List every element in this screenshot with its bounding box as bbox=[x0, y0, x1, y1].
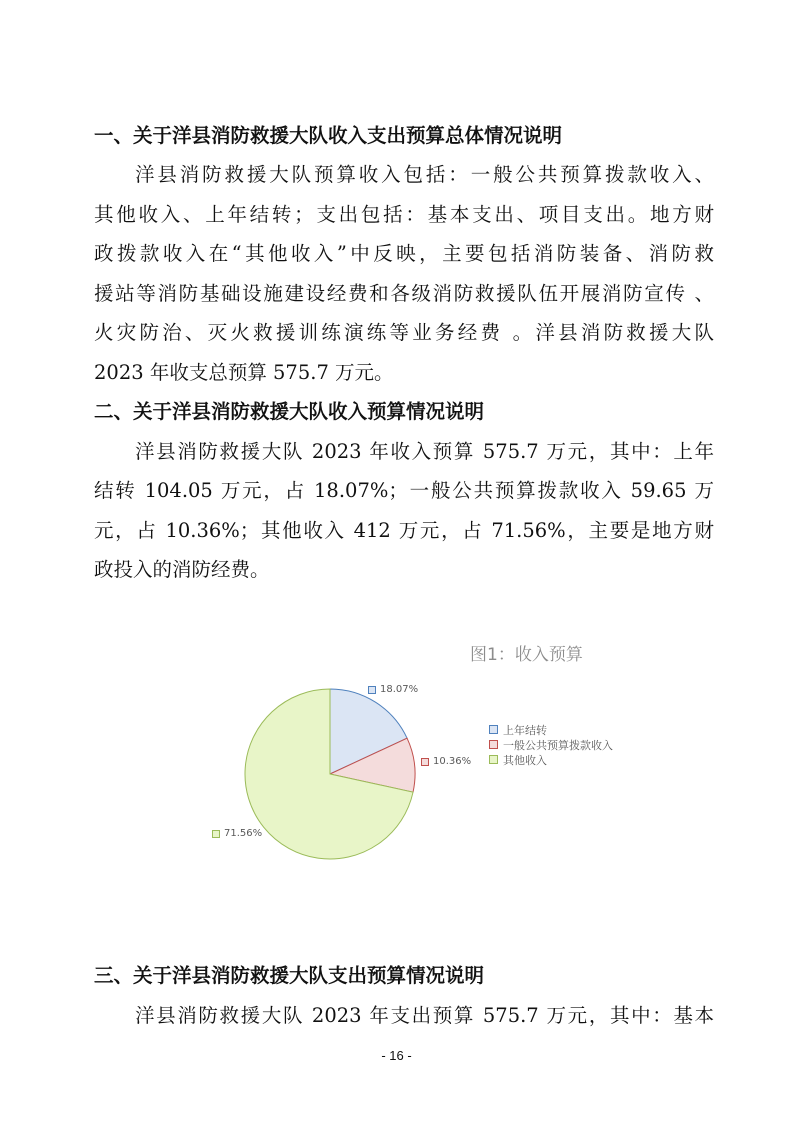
chart-title: 图1：收入预算 bbox=[470, 645, 583, 665]
legend-swatch bbox=[489, 740, 498, 749]
legend-label: 其他收入 bbox=[503, 753, 547, 767]
page-number: - 16 - bbox=[381, 1048, 412, 1063]
paragraph-line: 2023 年收支总预算 575.7 万元。 bbox=[94, 361, 394, 384]
section-2-heading: 二、关于洋县消防救援大队收入预算情况说明 bbox=[94, 400, 485, 423]
paragraph-line: 火灾防治、灭火救援训练演练等业务经费 。洋县消防救援大队 bbox=[94, 321, 714, 344]
chart-legend bbox=[489, 722, 613, 767]
section-3-heading: 三、关于洋县消防救援大队支出预算情况说明 bbox=[94, 964, 485, 987]
legend-label: 上年结转 bbox=[503, 723, 547, 737]
paragraph-line: 政拨款收入在“其他收入”中反映，主要包括消防装备、消防救 bbox=[94, 242, 714, 265]
legend-item bbox=[489, 737, 613, 752]
data-label-text: 18.07% bbox=[380, 684, 419, 695]
legend-swatch bbox=[489, 755, 498, 764]
paragraph-line: 洋县消防救援大队 2023 年支出预算 575.7 万元，其中：基本 bbox=[135, 1004, 714, 1027]
legend-item bbox=[489, 722, 613, 737]
paragraph-line: 结转 104.05 万元，占 18.07%；一般公共预算拨款收入 59.65 万 bbox=[94, 479, 714, 502]
label-swatch bbox=[421, 758, 429, 766]
paragraph-line: 其他收入、上年结转；支出包括：基本支出、项目支出。地方财 bbox=[94, 203, 714, 226]
legend-label: 一般公共预算拨款收入 bbox=[503, 738, 613, 752]
data-label-0 bbox=[368, 684, 418, 695]
label-swatch bbox=[212, 830, 220, 838]
section-1-heading: 一、关于洋县消防救援大队收入支出预算总体情况说明 bbox=[94, 124, 563, 147]
data-label-text: 10.36% bbox=[433, 756, 472, 767]
paragraph-line: 元，占 10.36%；其他收入 412 万元，占 71.56%，主要是地方财 bbox=[94, 519, 714, 542]
paragraph-line: 援站等消防基础设施建设经费和各级消防救援队伍开展消防宣传 、 bbox=[94, 282, 714, 305]
paragraph-line: 洋县消防救援大队 2023 年收入预算 575.7 万元，其中：上年 bbox=[135, 440, 714, 463]
legend-swatch bbox=[489, 725, 498, 734]
paragraph-line: 政投入的消防经费。 bbox=[94, 558, 270, 581]
data-label-1 bbox=[421, 756, 471, 767]
label-swatch bbox=[368, 686, 376, 694]
data-label-text: 71.56% bbox=[224, 828, 263, 839]
legend-item bbox=[489, 752, 613, 767]
paragraph-line: 洋县消防救援大队预算收入包括：一般公共预算拨款收入、 bbox=[135, 163, 714, 186]
data-label-2 bbox=[212, 828, 262, 839]
